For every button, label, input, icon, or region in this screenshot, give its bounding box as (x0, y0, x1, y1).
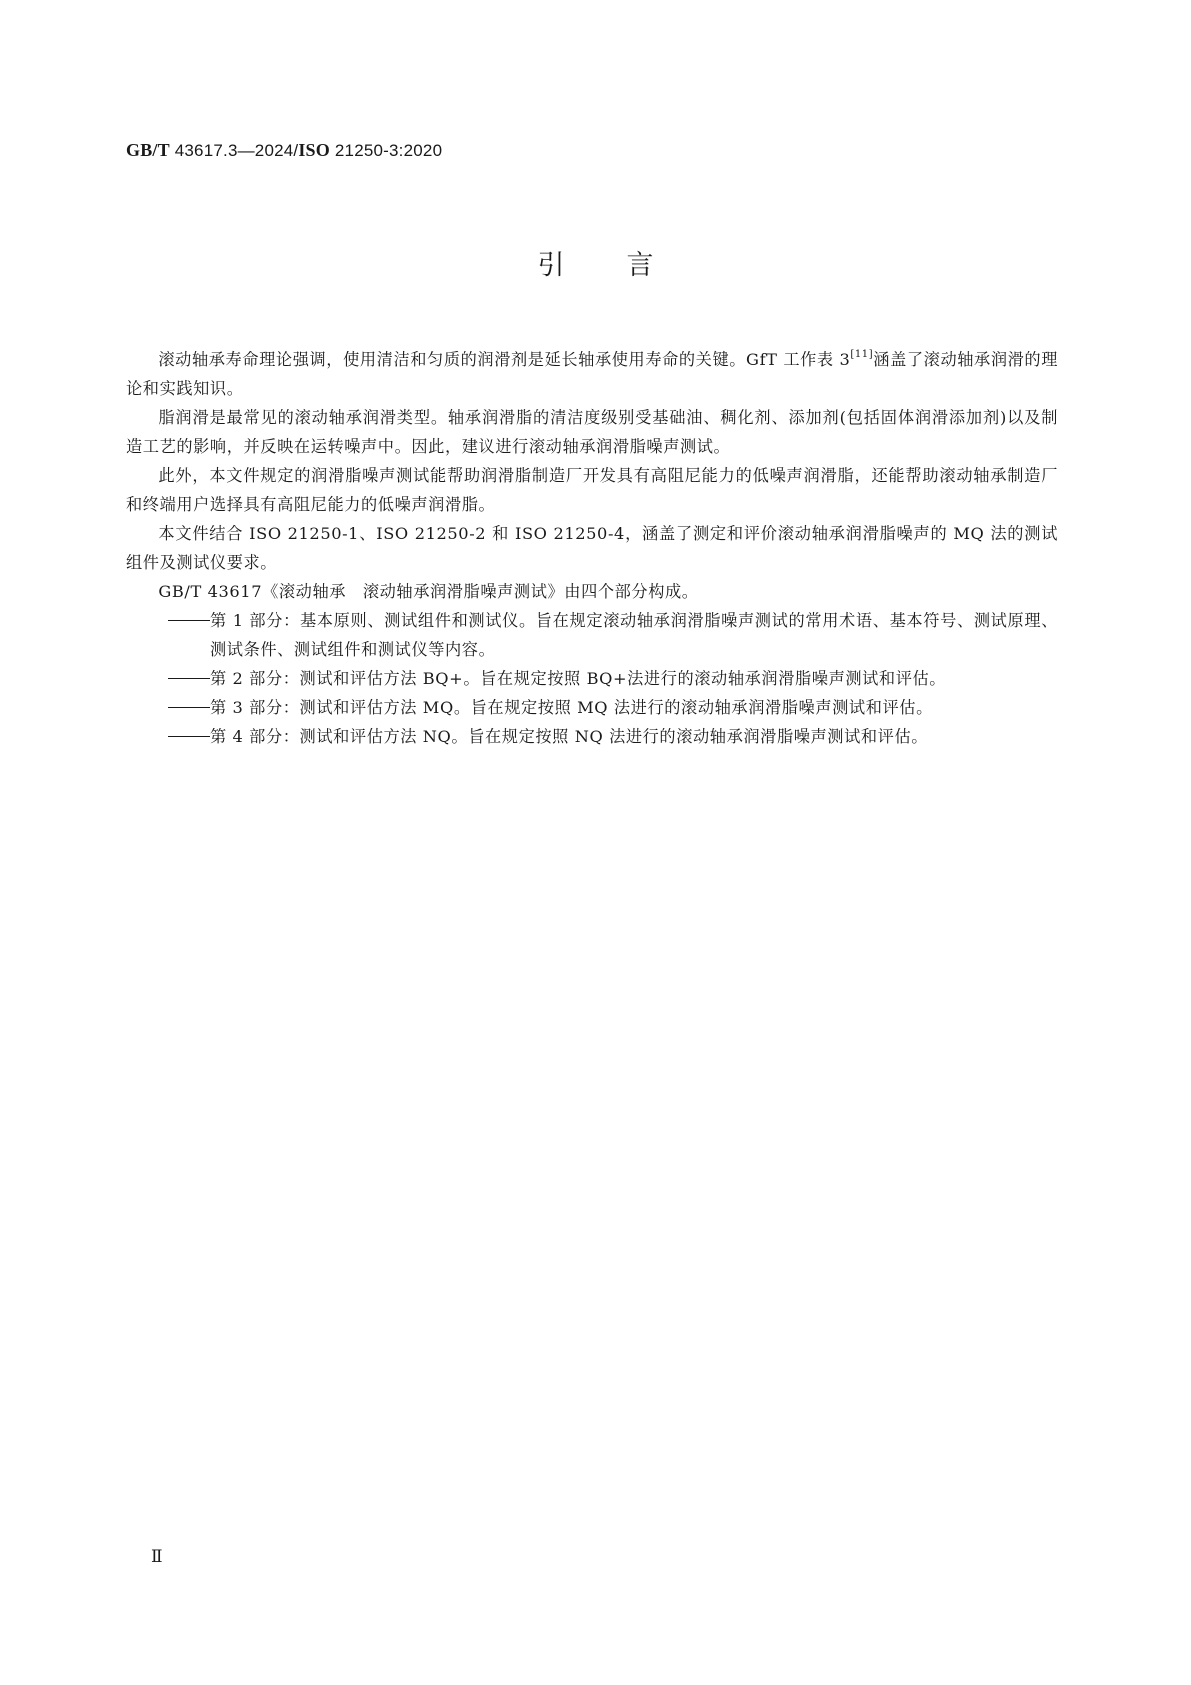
document-body (126, 345, 1058, 751)
paragraph: 脂润滑是最常见的滚动轴承润滑类型。轴承润滑脂的清洁度级别受基础油、稠化剂、添加剂(包括固体润滑添加剂)以及制造工艺的影响，并反映在运转噪声中。因此，建议进行滚动轴承润滑脂噪声测试。 (126, 408, 1058, 456)
page-number: Ⅱ (151, 1547, 163, 1567)
citation-reference: [11] (850, 349, 874, 360)
dash-icon (126, 693, 210, 722)
list-item-text: 第 1 部分：基本原则、测试组件和测试仪。旨在规定滚动轴承润滑脂噪声测试的常用术语、基本符号、测试原理、测试条件、测试组件和测试仪等内容。 (210, 611, 1058, 659)
page-title: 引言 (537, 250, 716, 281)
list-item-part-4 (126, 722, 1058, 751)
list-item-text: 第 3 部分：测试和评估方法 MQ。旨在规定按照 MQ 法进行的滚动轴承润滑脂噪声测试和评估。 (210, 698, 933, 717)
iso-number: 21250-3:2020 (329, 141, 443, 160)
paragraph: 此外，本文件规定的润滑脂噪声测试能帮助润滑脂制造厂开发具有高阻尼能力的低噪声润滑脂，还能帮助滚动轴承制造厂和终端用户选择具有高阻尼能力的低噪声润滑脂。 (126, 466, 1058, 514)
list-item-part-3 (126, 693, 1058, 722)
paragraph-text: 滚动轴承寿命理论强调，使用清洁和匀质的润滑剂是延长轴承使用寿命的关键。GfT 工作表 3 (158, 350, 851, 369)
iso-prefix: ISO (298, 140, 330, 160)
document-header (126, 140, 442, 161)
paragraph-text: 涵盖了滚动轴承润滑的理论和实践知识。 (126, 350, 1058, 398)
paragraph: GB/T 43617《滚动轴承 滚动轴承润滑脂噪声测试》由四个部分构成。 (158, 582, 699, 601)
standard-prefix: GB/T (126, 140, 170, 160)
list-item-part-1 (126, 606, 1058, 664)
list-item-text: 第 4 部分：测试和评估方法 NQ。旨在规定按照 NQ 法进行的滚动轴承润滑脂噪声测试和评估。 (210, 727, 929, 746)
dash-icon (126, 722, 210, 751)
list-item-text: 第 2 部分：测试和评估方法 BQ+。旨在规定按照 BQ+法进行的滚动轴承润滑脂噪声测试和评估。 (210, 669, 947, 688)
dash-icon (126, 606, 210, 635)
standard-number: 43617.3—2024/ (169, 141, 299, 160)
paragraph: 本文件结合 ISO 21250-1、ISO 21250-2 和 ISO 21250-4，涵盖了测定和评价滚动轴承润滑脂噪声的 MQ 法的测试组件及测试仪要求。 (126, 524, 1058, 572)
list-item-part-2 (126, 664, 1058, 693)
paragraph (126, 345, 1058, 403)
dash-icon (126, 664, 210, 693)
